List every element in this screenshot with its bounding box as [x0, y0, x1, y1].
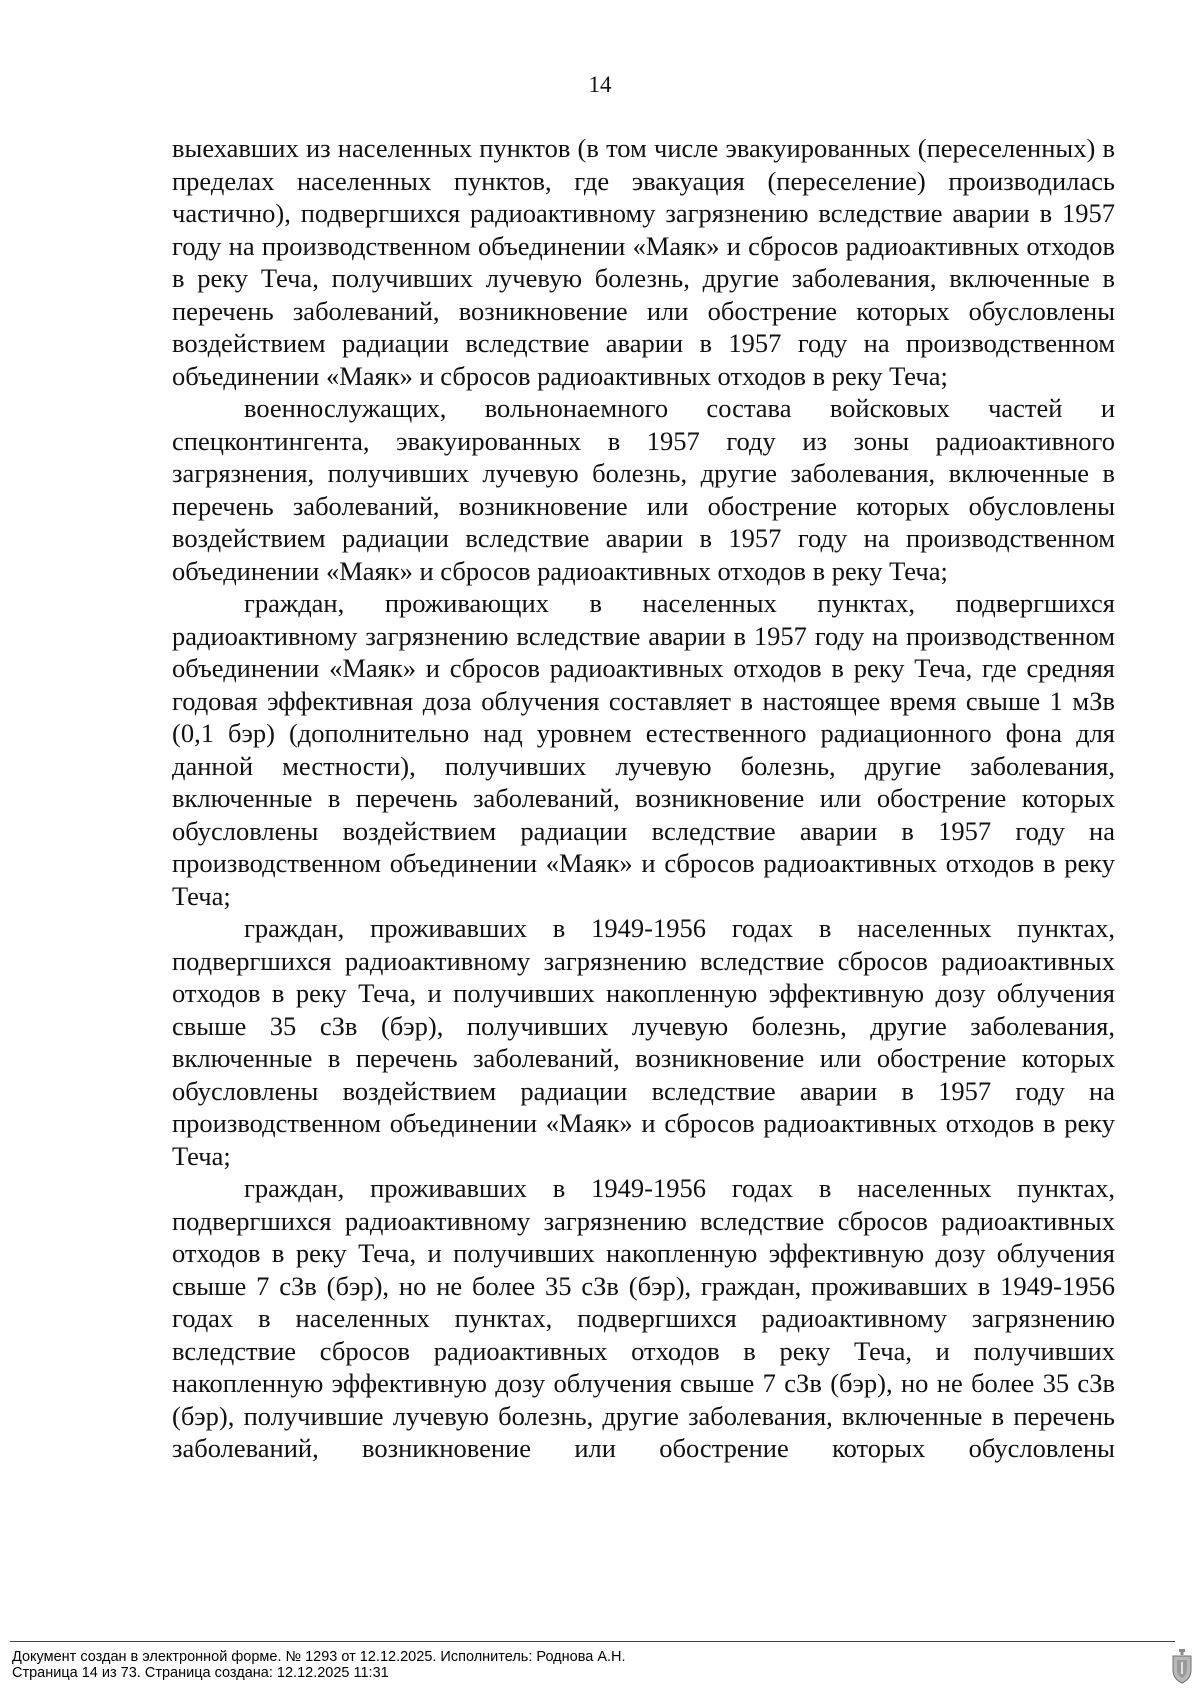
footer-line-page-info: Страница 14 из 73. Страница создана: 12.12.2025 11:31: [12, 1665, 389, 1681]
paragraph: граждан, проживавших в 1949-1956 годах в населенных пунктах, подвергшихся радиоактивному загрязнению вследствие сбросов радиоактивных отходов в реку Теча, и получивших накопленную эффективную дозу облучения свыше 35 сЗв (бэр), получивших лучевую болезнь, другие заболевания, включенные в перечень заболеваний, возникновение или обострение которых обусловлены воздействием радиации вследствие аварии в 1957 году на производственном объединении «Маяк» и сбросов радиоактивных отходов в реку Теча;: [172, 913, 1115, 1171]
footer-line-document-info: Документ создан в электронной форме. № 1293 от 12.12.2025. Исполнитель: Роднова А.Н.: [12, 1649, 626, 1665]
page-number: 14: [588, 72, 612, 97]
paragraph: граждан, проживавших в 1949-1956 годах в населенных пунктах, подвергшихся радиоактивному загрязнению вследствие сбросов радиоактивных отходов в реку Теча, и получивших накопленную эффективную дозу облучения свыше 7 сЗв (бэр), но не более 35 сЗв (бэр), граждан, проживавших в 1949-1956 годах в населенных пунктах, подвергшихся радиоактивному загрязнению вследствие сбросов радиоактивных отходов в реку Теча, и получивших накопленную эффективную дозу облучения свыше 7 сЗв (бэр), но не более 35 сЗв (бэр), получившие лучевую болезнь, другие заболевания, включенные в перечень заболеваний, возникновение или обострение которых обусловлены: [172, 1173, 1115, 1463]
paragraph: граждан, проживающих в населенных пунктах, подвергшихся радиоактивному загрязнению вследствие аварии в 1957 году на производственном объединении «Маяк» и сбросов радиоактивных отходов в реку Теча, где средняя годовая эффективная доза облучения составляет в настоящее время свыше 1 мЗв (0,1 бэр) (дополнительно над уровнем естественного радиационного фона для данной местности), получивших лучевую болезнь, другие заболевания, включенные в перечень заболеваний, возникновение или обострение которых обусловлены воздействием радиации вследствие аварии в 1957 году на производственном объединении «Маяк» и сбросов радиоактивных отходов в реку Теча;: [172, 588, 1115, 911]
document-body: [172, 132, 1115, 1465]
paragraph: выехавших из населенных пунктов (в том числе эвакуированных (переселенных) в пределах населенных пунктов, где эвакуация (переселение) производилась частично), подвергшихся радиоактивному загрязнению вследствие аварии в 1957 году на производственном объединении «Маяк» и сбросов радиоактивных отходов в реку Теча, получивших лучевую болезнь, другие заболевания, включенные в перечень заболеваний, возникновение или обострение которых обусловлены воздействием радиации вследствие аварии в 1957 году на производственном объединении «Маяк» и сбросов радиоактивных отходов в реку Теча;: [172, 133, 1115, 391]
coat-of-arms-icon: [1170, 1648, 1194, 1684]
document-footer: [12, 1649, 626, 1681]
footer-divider: [10, 1641, 1175, 1642]
paragraph: военнослужащих, вольнонаемного состава войсковых частей и спецконтингента, эвакуированных в 1957 году из зоны радиоактивного загрязнения, получивших лучевую болезнь, другие заболевания, включенные в перечень заболеваний, возникновение или обострение которых обусловлены воздействием радиации вследствие аварии в 1957 году на производственном объединении «Маяк» и сбросов радиоактивных отходов в реку Теча;: [172, 393, 1115, 586]
